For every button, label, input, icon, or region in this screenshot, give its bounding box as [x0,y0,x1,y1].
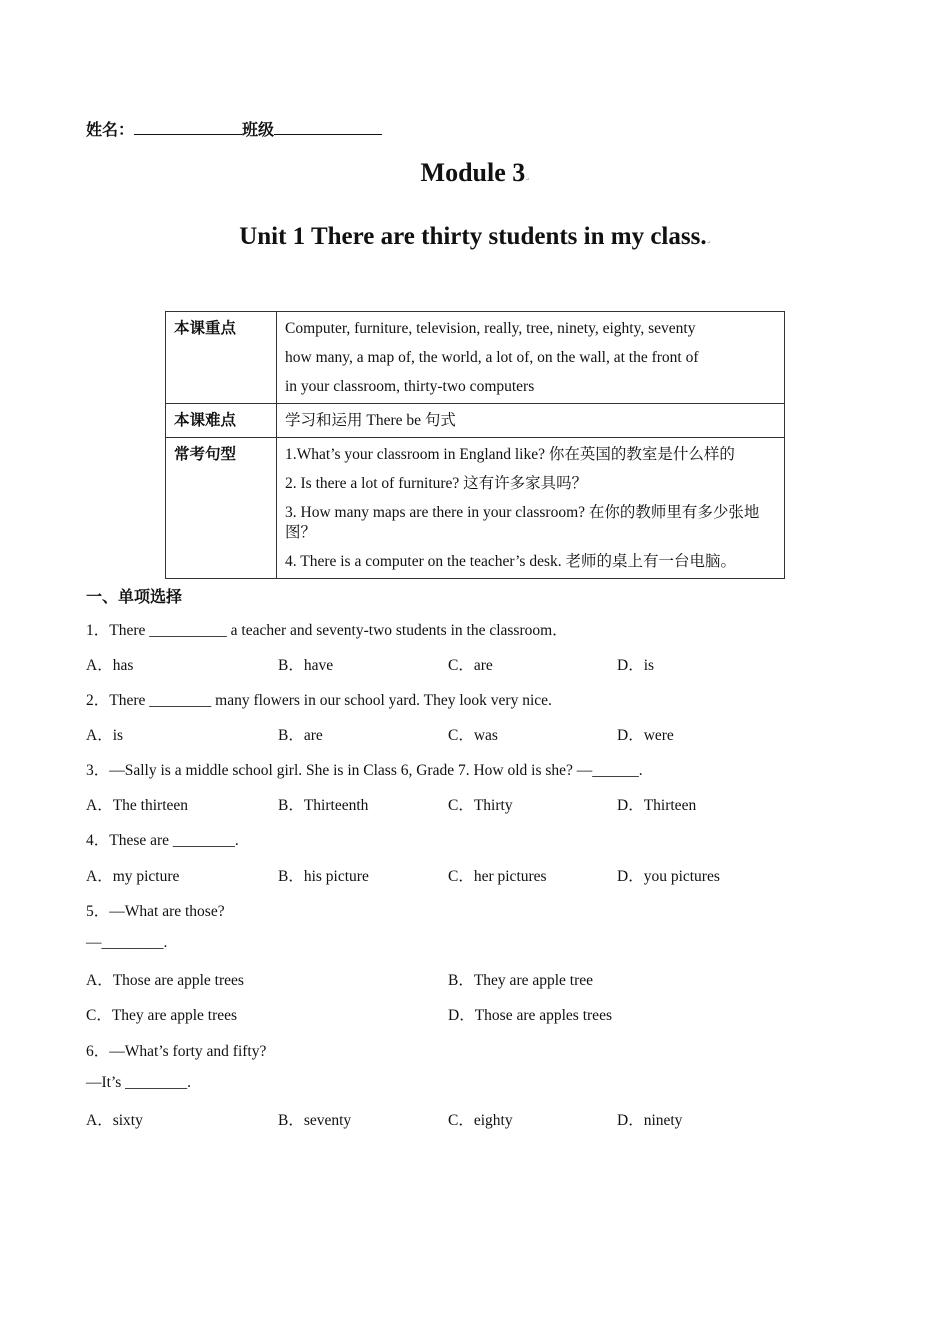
option-a[interactable]: A．has [86,657,134,674]
option-b[interactable]: B．They are apple tree [448,972,594,989]
name-label: 姓名： [86,122,135,139]
class-label: 班级 [242,122,275,139]
unit-title [0,223,950,251]
class-blank[interactable] [274,120,382,135]
name-blank[interactable] [134,120,242,135]
module-title-text: Module 3 [420,158,526,187]
cell-line: 学习和运用 There be 句式 [285,412,456,429]
question-stem: 1．There __________ a teacher and seventy-two students in the classroom． [86,622,568,639]
option-b[interactable]: B．seventy [278,1112,352,1129]
table-row-sentence-patterns [166,438,785,579]
option-a[interactable]: A．Those are apple trees [86,972,244,989]
option-d[interactable]: D．Thirteen [617,797,697,814]
option-d[interactable]: D．Those are apples trees [448,1007,612,1024]
row-content [277,438,785,579]
question-stem: 3．—Sally is a middle school girl. She is in Class 6, Grade 7. How old is she? —______. [86,762,643,779]
cell-line: 1.What’s your classroom in England like? 你在英国的教室是什么样的 [285,446,735,463]
question-stem: 2．There ________ many flowers in our school yard. They look very nice. [86,692,552,709]
paragraph-mark-icon: ↵ [706,241,711,246]
unit-title-text: Unit 1 There are thirty students in my class. [239,223,707,250]
lesson-key-table [165,311,785,579]
option-a[interactable]: A．sixty [86,1112,143,1129]
option-b[interactable]: B．Thirteenth [278,797,369,814]
module-title [0,158,950,188]
section-heading: 一、单项选择 [86,589,183,606]
option-c[interactable]: C．was [448,727,498,744]
option-c[interactable]: C．They are apple trees [86,1007,238,1024]
option-d[interactable]: D．you pictures [617,868,720,885]
cell-line: 4. There is a computer on the teacher’s desk. 老师的桌上有一台电脑。 [285,553,736,570]
row-content [277,312,785,404]
row-content [277,404,785,438]
question-stem: 5．—What are those? [86,903,225,920]
answer-line: —________. [86,934,168,951]
option-a[interactable]: A．is [86,727,124,744]
option-c[interactable]: C．eighty [448,1112,513,1129]
question-stem: 4．These are ________. [86,832,239,849]
paragraph-mark-icon: ↵ [525,178,530,183]
option-c[interactable]: C．Thirty [448,797,513,814]
option-d[interactable]: D．ninety [617,1112,683,1129]
option-a[interactable]: A．The thirteen [86,797,189,814]
cell-line: in your classroom, thirty-two computers [285,378,535,395]
question-stem: 6．—What’s forty and fifty? [86,1043,267,1060]
row-label: 常考句型 [166,438,277,579]
option-c[interactable]: C．her pictures [448,868,547,885]
cell-line: how many, a map of, the world, a lot of, on the wall, at the front of [285,349,699,366]
option-c[interactable]: C．are [448,657,493,674]
option-a[interactable]: A．my picture [86,868,180,885]
row-label: 本课难点 [166,404,277,438]
row-label: 本课重点 [166,312,277,404]
answer-line: —It’s ________. [86,1074,192,1091]
option-d[interactable]: D．were [617,727,674,744]
option-b[interactable]: B．have [278,657,334,674]
option-b[interactable]: B．his picture [278,868,369,885]
cell-line: Computer, furniture, television, really, tree, ninety, eighty, seventy [285,320,696,337]
cell-line: 2. Is there a lot of furniture? 这有许多家具吗？ [285,475,588,492]
option-b[interactable]: B．are [278,727,323,744]
option-d[interactable]: D．is [617,657,655,674]
student-info-line [86,117,382,140]
cell-line: 3. How many maps are there in your classroom? 在你的教师里有多少张地图？ [285,504,760,541]
table-row-key-points [166,312,785,404]
table-row-difficult-points [166,404,785,438]
